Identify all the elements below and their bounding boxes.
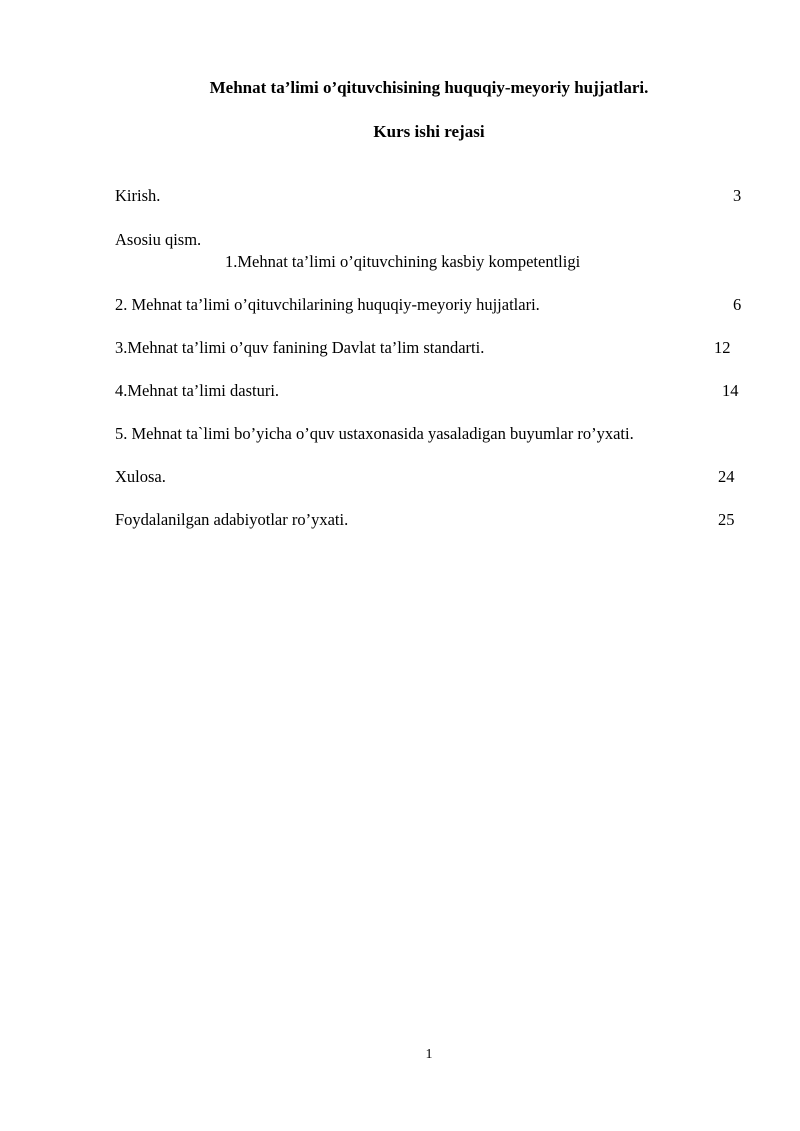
toc-entry-references-label: Foydalanilgan adabiyotlar ro’yxati. [115,510,349,529]
toc-entry-conclusion-page: 24 [718,467,735,486]
toc-entry-item5-label: 5. Mehnat ta`limi bo’yicha o’quv ustaxonasida yasaladigan buyumlar ro’yxati. [115,424,634,443]
toc-entry-intro-label: Kirish. [115,186,161,205]
document-title: Mehnat ta’limi o’qituvchisining huquqiy-meyoriy hujjatlari. [209,78,649,97]
toc-entry-item4-label: 4.Mehnat ta’limi dasturi. [115,381,280,400]
toc-entry-item2-label: 2. Mehnat ta’limi o’qituvchilarining huquqiy-meyoriy hujjatlari. [115,295,540,314]
toc-entry-main-section-label: Asosiu qism. [115,230,202,249]
toc-entry-item2-page: 6 [733,295,742,314]
toc-entry-item1-label: 1.Mehnat ta’limi o’qituvchining kasbiy kompetentligi [225,252,581,271]
document-subtitle: Kurs ishi rejasi [373,122,485,141]
toc-entry-intro-page: 3 [733,186,742,205]
toc-entry-item3-label: 3.Mehnat ta’limi o’quv fanining Davlat ta’lim standarti. [115,338,485,357]
toc-entry-item3-page: 12 [714,338,731,357]
page-number: 1 [425,1047,433,1062]
toc-entry-item4-page: 14 [722,381,739,400]
toc-entry-conclusion-label: Xulosa. [115,467,166,486]
toc-entry-references-page: 25 [718,510,735,529]
